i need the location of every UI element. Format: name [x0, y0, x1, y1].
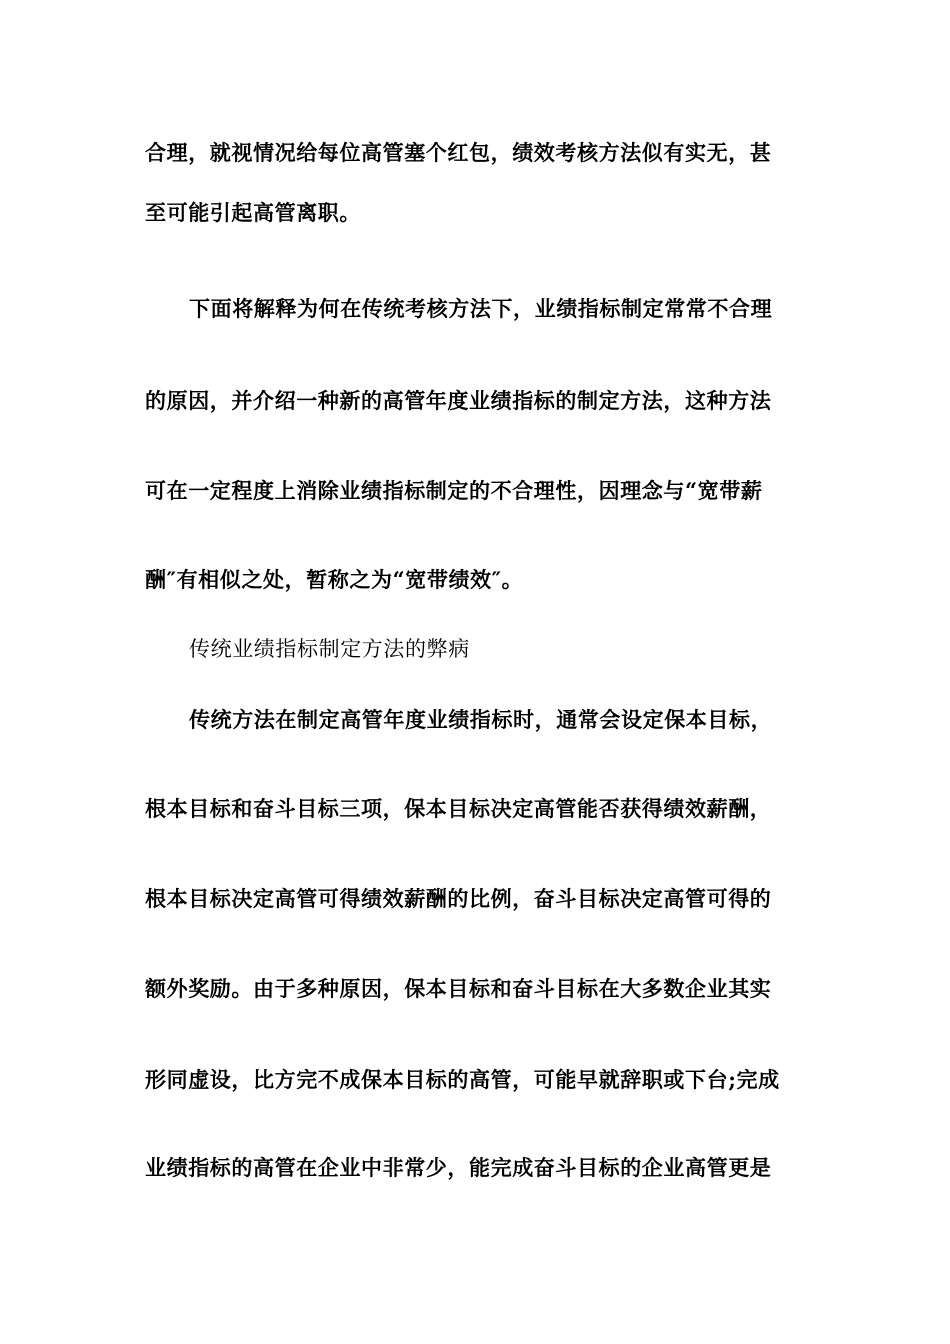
paragraph-line: 根本目标和奋斗目标三项，保本目标决定高管能否获得绩效薪酬， [145, 796, 772, 821]
paragraph-line: 业绩指标的高管在企业中非常少，能完成奋斗目标的企业高管更是 [145, 1155, 772, 1180]
paragraph-line: 形同虚设，比方完不成保本目标的高管，可能早就辞职或下台;完成 [145, 1067, 780, 1092]
paragraph-line: 可在一定程度上消除业绩指标制定的不合理性，因理念与“宽带薪 [145, 478, 763, 503]
paragraph-line: 合理，就视情况给每位高管塞个红包，绩效考核方法似有实无，甚 [145, 140, 772, 165]
paragraph-line: 根本目标决定高管可得绩效薪酬的比例，奋斗目标决定高管可得的 [145, 886, 772, 911]
paragraph-line: 至可能引起高管离职。 [145, 200, 361, 225]
paragraph-line: 传统方法在制定高管年度业绩指标时，通常会设定保本目标， [189, 707, 773, 732]
section-heading: 传统业绩指标制定方法的弊病 [189, 637, 470, 661]
paragraph-line: 酬″有相似之处，暂称之为“宽带绩效″。 [145, 567, 524, 592]
paragraph-line: 的原因，并介绍一种新的高管年度业绩指标的制定方法，这种方法 [145, 388, 772, 413]
paragraph-line: 下面将解释为何在传统考核方法下，业绩指标制定常常不合理 [189, 296, 773, 321]
paragraph-line: 额外奖励。由于多种原因，保本目标和奋斗目标在大多数企业其实 [145, 976, 772, 1001]
